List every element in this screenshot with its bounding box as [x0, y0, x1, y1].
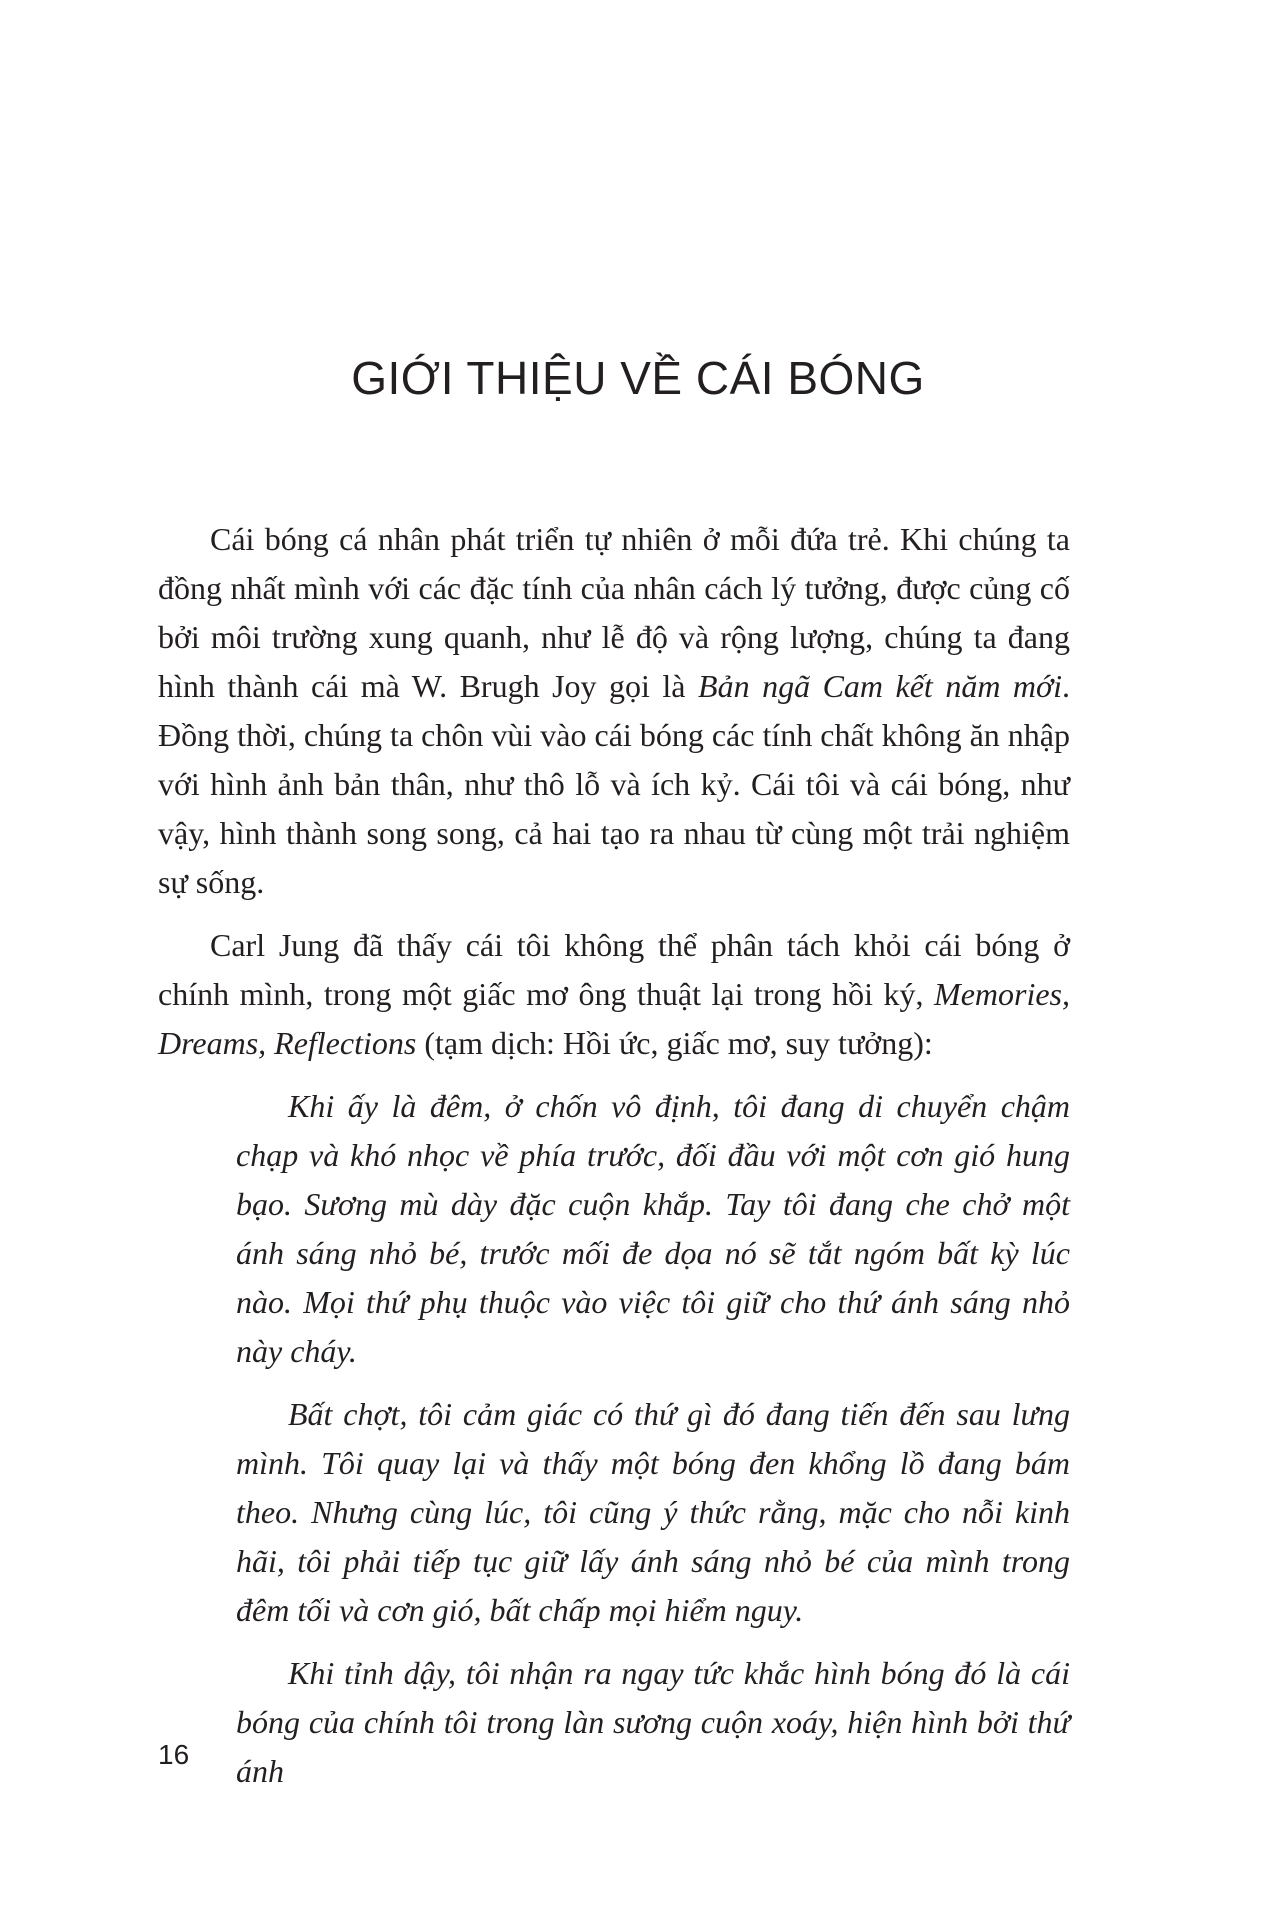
paragraph-1-text-b: . Đồng thời, chúng ta chôn vùi vào cái bóng các tính chất không ăn nhập với hình ảnh bản thân, như thô lỗ và ích kỷ. Cái tôi và cái bóng, như vậy, hình thành song song, cả hai tạo ra nhau từ cùng một trải nghiệm sự sống. [158, 668, 1071, 900]
block-quote-1: Khi ấy là đêm, ở chốn vô định, tôi đang di chuyển chậm chạp và khó nhọc về phía trước, đối đầu với một cơn gió hung bạo. Sương mù dày đặc cuộn khắp. Tay tôi đang che chở một ánh sáng nhỏ bé, trước mối đe dọa nó sẽ tắt ngóm bất kỳ lúc nào. Mọi thứ phụ thuộc vào việc tôi giữ cho thứ ánh sáng nhỏ này cháy. [236, 1088, 1070, 1369]
block-quote-2: Bất chợt, tôi cảm giác có thứ gì đó đang tiến đến sau lưng mình. Tôi quay lại và thấy một bóng đen khổng lồ đang bám theo. Nhưng cùng lúc, tôi cũng ý thức rằng, mặc cho nỗi kinh hãi, tôi phải tiếp tục giữ lấy ánh sáng nhỏ bé của mình trong đêm tối và cơn gió, bất chấp mọi hiểm nguy. [236, 1396, 1070, 1628]
paragraph-1-italic-title: Bản ngã Cam kết năm mới [698, 668, 1063, 704]
paragraph-1 [158, 515, 1070, 907]
page-number: 16 [158, 1739, 190, 1770]
paragraph-2-text-b: (tạm dịch: Hồi ức, giấc mơ, suy tưởng): [416, 1025, 933, 1061]
block-quote-3: Khi tỉnh dậy, tôi nhận ra ngay tức khắc hình bóng đó là cái bóng của chính tôi trong làn sương cuộn xoáy, hiện hình bởi thứ ánh [236, 1655, 1070, 1789]
paragraph-1-text-a: Cái bóng cá nhân phát triển tự nhiên ở mỗi đứa trẻ. Khi chúng ta đồng nhất mình với các đặc tính của nhân cách lý tưởng, được củng cố bởi môi trường xung quanh, như lễ độ và rộng lượng, chúng ta đang hình thành cái mà W. Brugh Joy gọi là [158, 521, 1070, 704]
chapter-title: GIỚI THIỆU VỀ CÁI BÓNG [351, 352, 925, 404]
paragraph-2-text-a: Carl Jung đã thấy cái tôi không thể phân tách khỏi cái bóng ở chính mình, trong một giấc mơ ông thuật lại trong hồi ký, [158, 927, 1070, 1012]
body-text [158, 515, 1070, 1810]
paragraph-2 [158, 921, 1070, 1068]
paragraph-2-italic-book-title: Memories, Dreams, Reflections [158, 976, 1070, 1061]
